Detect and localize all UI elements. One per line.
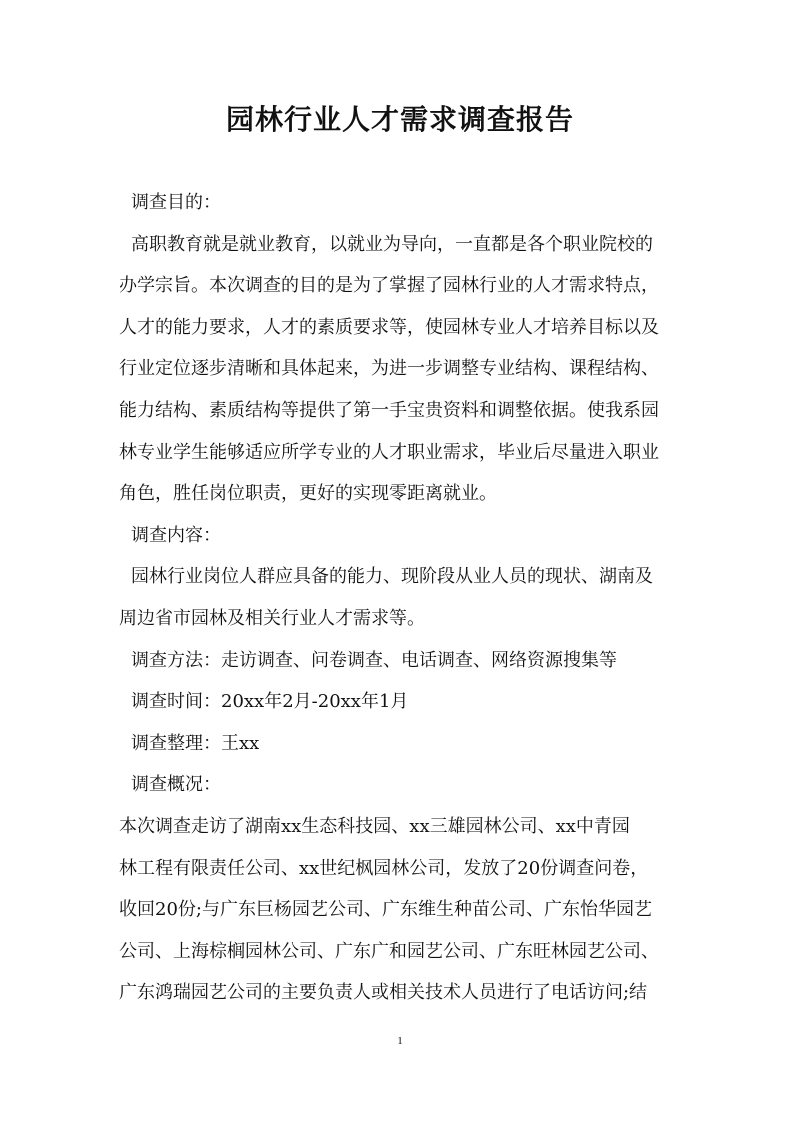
paragraph-line: 本次调查走访了湖南xx生态科技园、xx三雄园林公司、xx中青园 <box>119 815 630 837</box>
paragraph-line: 林工程有限责任公司、xx世纪枫园林公司，发放了20份调查问卷， <box>119 857 649 879</box>
paragraph-line: 广东鸿瑞园艺公司的主要负责人或相关技术人员进行了电话访问;结 <box>119 982 648 1004</box>
paragraph-line: 林专业学生能够适应所学专业的人才职业需求，毕业后尽量进入职业 <box>119 441 659 463</box>
survey-time-line: 调查时间：20xx年2月-20xx年1月 <box>131 691 409 713</box>
paragraph-line: 办学宗旨。本次调查的目的是为了掌握了园林行业的人才需求特点， <box>119 275 659 297</box>
survey-method-line: 调查方法：走访调查、问卷调查、电话调查、网络资源搜集等 <box>131 649 617 671</box>
paragraph-line: 能力结构、素质结构等提供了第一手宝贵资料和调整依据。使我系园 <box>119 399 659 421</box>
page-number: 1 <box>397 1035 403 1047</box>
paragraph-line: 人才的能力要求，人才的素质要求等，使园林专业人才培养目标以及 <box>119 316 659 338</box>
document-title: 园林行业人才需求调查报告 <box>225 103 574 136</box>
paragraph-line: 收回20份;与广东巨杨园艺公司、广东维生种苗公司、广东怡华园艺 <box>119 899 652 921</box>
paragraph-line: 园林行业岗位人群应具备的能力、现阶段从业人员的现状、湖南及 <box>131 566 653 588</box>
paragraph-line: 行业定位逐步清晰和具体起来，为进一步调整专业结构、课程结构、 <box>119 358 659 380</box>
paragraph-line: 周边省市园林及相关行业人才需求等。 <box>119 607 425 629</box>
paragraph-line: 角色，胜任岗位职责，更好的实现零距离就业。 <box>119 483 497 505</box>
section-heading-purpose: 调查目的： <box>131 192 221 213</box>
paragraph-line: 高职教育就是就业教育，以就业为导向，一直都是各个职业院校的 <box>131 233 653 255</box>
section-heading-overview: 调查概况： <box>131 774 221 796</box>
paragraph-line: 公司、上海棕榈园林公司、广东广和园艺公司、广东旺林园艺公司、 <box>119 940 659 962</box>
document-body <box>119 182 685 1014</box>
section-heading-content: 调查内容： <box>131 524 221 546</box>
survey-compiler-line: 调查整理：王xx <box>131 732 260 754</box>
